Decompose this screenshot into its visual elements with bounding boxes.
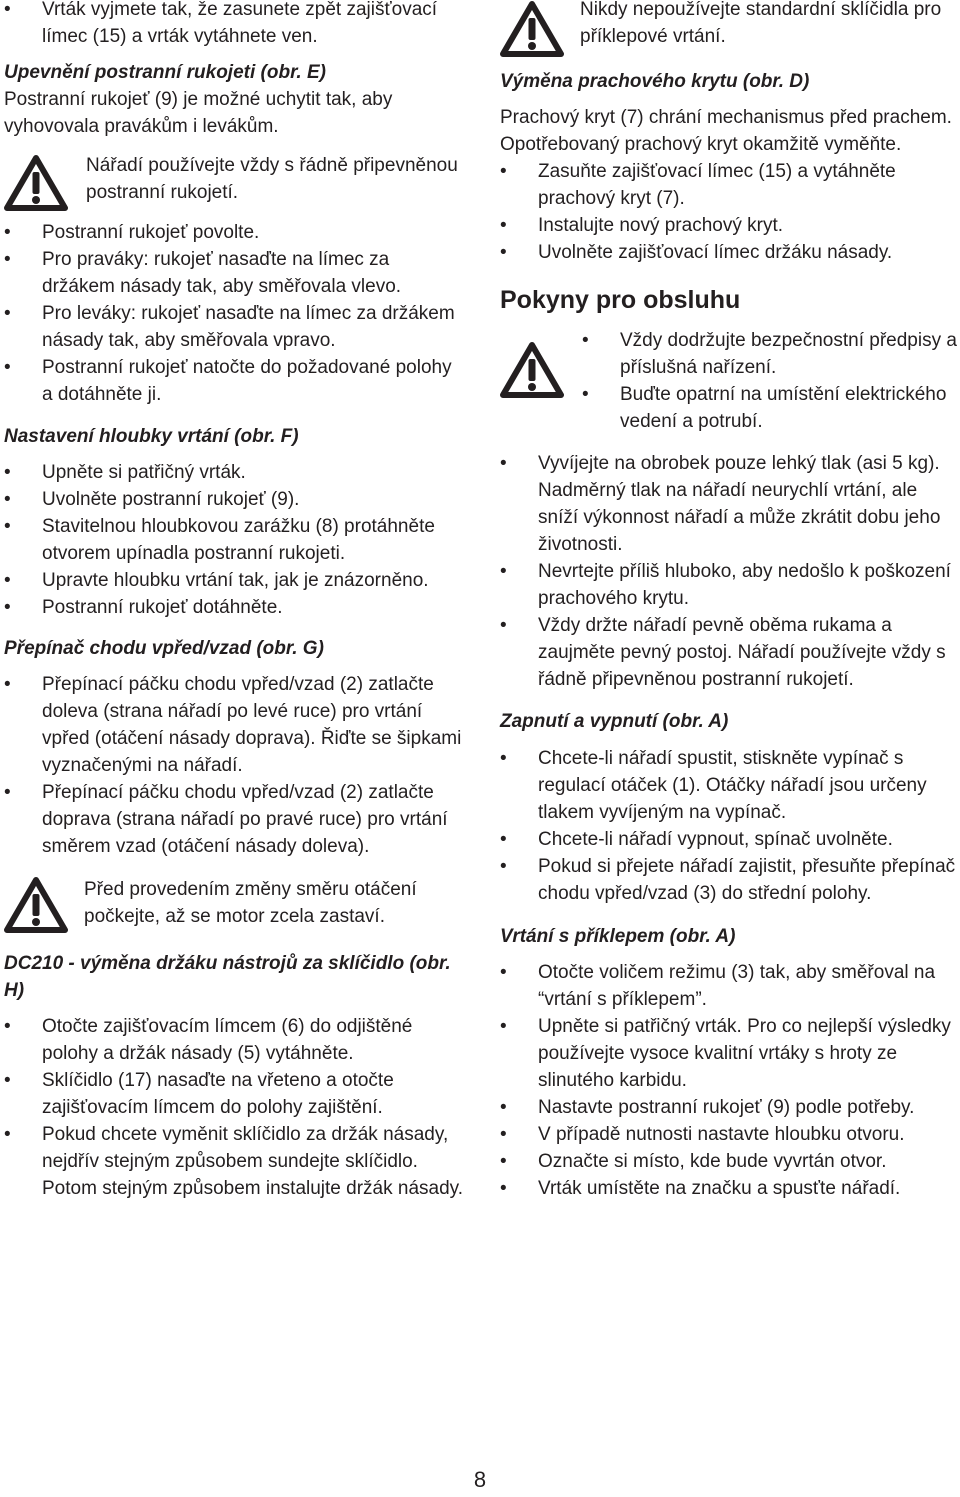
list-item: • Vrták umístěte na značku a spusťte nářadí. bbox=[500, 1175, 960, 1202]
list-item: • Chcete-li nářadí spustit, stiskněte vypínač s regulací otáček (1). Otáčky nářadí jsou určeny tlakem vyvíjeným na vypínač. bbox=[500, 745, 960, 826]
heading-hammer-drilling: Vrtání s příklepem (obr. A) bbox=[500, 926, 736, 947]
heading-side-handle: Upevnění postranní rukojeti (obr. E) bbox=[4, 62, 326, 83]
list-chuck bbox=[4, 1013, 464, 1202]
warning-triangle-icon bbox=[4, 154, 68, 212]
heading-chuck: DC210 - výměna držáku nástrojů za sklíčidlo (obr. H) bbox=[4, 953, 451, 1001]
list-item: • Instalujte nový prachový kryt. bbox=[500, 212, 960, 239]
list-item: • Označte si místo, kde bude vyvrtán otvor. bbox=[500, 1148, 960, 1175]
list-item: • Buďte opatrní na umístění elektrického vedení a potrubí. bbox=[582, 381, 960, 435]
list-depth bbox=[4, 459, 464, 621]
list-item: • Přepínací páčku chodu vpřed/vzad (2) zatlačte doprava (strana nářadí po pravé ruce) pro vrtání směrem vzad (otáčení násady doleva). bbox=[4, 779, 464, 860]
warning-text: Před provedením změny směru otáčení počkejte, až se motor zcela zastaví. bbox=[84, 879, 417, 927]
list-item: • Nastavte postranní rukojeť (9) podle potřeby. bbox=[500, 1094, 960, 1121]
warning-triangle-icon bbox=[500, 341, 564, 399]
list-item: • Postranní rukojeť natočte do požadované polohy a dotáhněte ji. bbox=[4, 354, 464, 408]
list-item: • Sklíčidlo (17) nasaďte na vřeteno a otočte zajišťovacím límcem do polohy zajištění. bbox=[4, 1067, 464, 1121]
list-item: • Postranní rukojeť dotáhněte. bbox=[4, 594, 464, 621]
warning-switch bbox=[4, 874, 464, 938]
heading-on-off: Zapnutí a vypnutí (obr. A) bbox=[500, 711, 729, 732]
warning-triangle-icon bbox=[500, 0, 564, 58]
left-column bbox=[4, 0, 464, 1202]
heading-dust-cover: Výměna prachového krytu (obr. D) bbox=[500, 71, 810, 92]
heading-operating-instructions: Pokyny pro obsluhu bbox=[500, 286, 741, 314]
list-item: • Pro leváky: rukojeť nasaďte na límec za držákem násady tak, aby směřovala vpravo. bbox=[4, 300, 464, 354]
warning-side-handle bbox=[4, 152, 464, 210]
heading-depth: Nastavení hloubky vrtání (obr. F) bbox=[4, 426, 299, 447]
list-item: • Pokud chcete vyměnit sklíčidlo za držák násady, nejdřív stejným způsobem sundejte sklíčidlo. Potom stejným způsobem instalujte držák násady. bbox=[4, 1121, 464, 1202]
warning-text: Nářadí používejte vždy s řádně připevněnou postranní rukojetí. bbox=[86, 155, 458, 203]
list-side-handle bbox=[4, 219, 464, 408]
list-item: • Zasuňte zajišťovací límec (15) a vytáhněte prachový kryt (7). bbox=[500, 158, 960, 212]
list-item: • Otočte voličem režimu (3) tak, aby směřoval na “vrtání s příklepem”. bbox=[500, 959, 960, 1013]
list-item: • Upněte si patřičný vrták. Pro co nejlepší výsledky používejte vysoce kvalitní vrtáky s hroty ze slinutého karbidu. bbox=[500, 1013, 960, 1094]
list-switch bbox=[4, 671, 464, 860]
list-operating bbox=[500, 450, 960, 693]
list-item: • Nevrtejte příliš hluboko, aby nedošlo k poškození prachového krytu. bbox=[500, 558, 960, 612]
list-item: • Upravte hloubku vrtání tak, jak je znázorněno. bbox=[4, 567, 464, 594]
list-item: • Uvolněte postranní rukojeť (9). bbox=[4, 486, 464, 513]
list-dust-cover bbox=[500, 158, 960, 266]
list-remove-bit bbox=[4, 0, 464, 50]
warning-text: Nikdy nepoužívejte standardní sklíčidla pro příklepové vrtání. bbox=[580, 0, 942, 47]
list-hammer-drilling bbox=[500, 959, 960, 1202]
warning-triangle-icon bbox=[4, 876, 68, 934]
list-item: • Pokud si přejete nářadí zajistit, přesuňte přepínač chodu vpřed/vzad (3) do střední polohy. bbox=[500, 853, 960, 907]
warning-operating bbox=[500, 327, 960, 435]
warning-chuck-hammer bbox=[500, 0, 960, 60]
list-safety bbox=[582, 327, 960, 435]
list-item: • Upněte si patřičný vrták. bbox=[4, 459, 464, 486]
list-item: • Pro praváky: rukojeť nasaďte na límec za držákem násady tak, aby směřovala vlevo. bbox=[4, 246, 464, 300]
list-item: • Vrták vyjmete tak, že zasunete zpět zajišťovací límec (15) a vrták vytáhnete ven. bbox=[4, 0, 464, 50]
page-number: 8 bbox=[473, 1467, 487, 1492]
paragraph-side-handle: Postranní rukojeť (9) je možné uchytit tak, aby vyhovovala pravákům i levákům. bbox=[4, 89, 393, 137]
list-item: • Uvolněte zajišťovací límec držáku násady. bbox=[500, 239, 960, 266]
list-item: • Chcete-li nářadí vypnout, spínač uvolněte. bbox=[500, 826, 960, 853]
list-on-off bbox=[500, 745, 960, 907]
list-item: • Otočte zajišťovacím límcem (6) do odjištěné polohy a držák násady (5) vytáhněte. bbox=[4, 1013, 464, 1067]
list-item: • Postranní rukojeť povolte. bbox=[4, 219, 464, 246]
list-item: • Vždy dodržujte bezpečnostní předpisy a příslušná nařízení. bbox=[582, 327, 960, 381]
list-item: • Stavitelnou hloubkovou zarážku (8) protáhněte otvorem upínadla postranní rukojeti. bbox=[4, 513, 464, 567]
right-column bbox=[500, 0, 960, 1202]
list-item: • Vždy držte nářadí pevně oběma rukama a zaujměte pevný postoj. Nářadí používejte vždy s řádně připevněnou postranní rukojetí. bbox=[500, 612, 960, 693]
list-item: • Přepínací páčku chodu vpřed/vzad (2) zatlačte doleva (strana nářadí po levé ruce) pro vrtání vpřed (otáčení násady doprava). Řiďte se šipkami vyznačenými na nářadí. bbox=[4, 671, 464, 779]
heading-switch: Přepínač chodu vpřed/vzad (obr. G) bbox=[4, 638, 324, 659]
list-item: • V případě nutnosti nastavte hloubku otvoru. bbox=[500, 1121, 960, 1148]
paragraph-dust-cover: Prachový kryt (7) chrání mechanismus před prachem. Opotřebovaný prachový kryt okamžitě vyměňte. bbox=[500, 107, 952, 155]
list-item: • Vyvíjejte na obrobek pouze lehký tlak (asi 5 kg). Nadměrný tlak na nářadí neurychlí vrtání, ale sníží výkonnost nářadí a může zkrátit dobu jeho životnosti. bbox=[500, 450, 960, 558]
